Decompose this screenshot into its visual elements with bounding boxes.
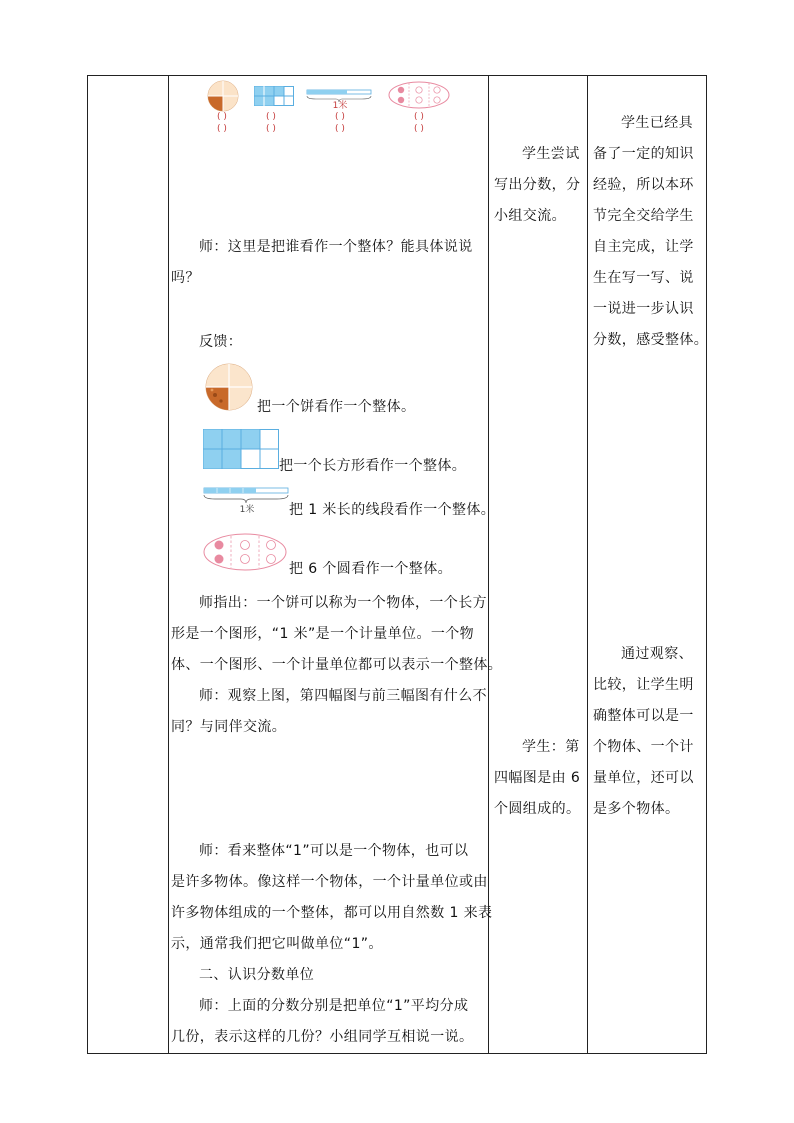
intent-1-line-7: 一说进一步认识 — [593, 301, 694, 317]
six-circles-icon — [203, 533, 287, 571]
feedback-cake-text: 把一个饼看作一个整体。 — [257, 399, 416, 415]
fraction-blank-4-top: ( ) — [414, 112, 424, 122]
teacher-unit-line-2: 几份，表示这样的几份？小组同学互相说一说。 — [171, 1029, 474, 1045]
intent-2-line-2: 比较，让学生明 — [593, 677, 694, 693]
teacher-whole-line-2: 是许多物体。像这样一个物体，一个计量单位或由 — [171, 874, 488, 890]
feedback-rect-text: 把一个长方形看作一个整体。 — [279, 458, 467, 474]
teacher-whole-line-4: 示，通常我们把它叫做单位“1”。 — [171, 936, 383, 952]
feedback-heading: 反馈： — [199, 334, 243, 350]
intent-2-line-5: 量单位，还可以 — [593, 770, 694, 786]
teacher-point-line-2: 形是一个图形，“1 米”是一个计量单位。一个物 — [171, 626, 475, 642]
fraction-blank-2-bottom: ( ) — [266, 124, 276, 134]
intent-2-line-3: 确整体可以是一 — [593, 708, 694, 724]
teacher-whole-line-3: 许多物体组成的一个整体，都可以用自然数 1 来表 — [171, 905, 493, 921]
column-divider-1 — [168, 76, 169, 1053]
fraction-blank-3-top: ( ) — [335, 112, 345, 122]
intent-2-line-1: 通过观察、 — [621, 646, 693, 662]
teacher-question-line-1: 师：这里是把谁看作一个整体？能具体说说 — [199, 239, 473, 255]
teacher-whole-line-1: 师：看来整体“1”可以是一个物体，也可以 — [199, 843, 469, 859]
fraction-blank-1-bottom: ( ) — [217, 124, 227, 134]
teacher-point-line-3: 体、一个图形、一个计量单位都可以表示一个整体。 — [171, 657, 503, 673]
small-circles-figure — [388, 81, 450, 109]
student-activity-2-line-2: 四幅图是由 6 — [494, 770, 581, 786]
column-divider-3 — [587, 76, 588, 1053]
student-activity-1-line-3: 小组交流。 — [494, 208, 566, 224]
student-activity-2-line-3: 个圆组成的。 — [494, 801, 581, 817]
fraction-blank-1-top: ( ) — [217, 112, 227, 122]
intent-2-line-6: 是多个物体。 — [593, 801, 680, 817]
intent-1-line-1: 学生已经具 — [621, 115, 693, 131]
line-segment-icon — [203, 486, 289, 506]
small-cake-figure — [205, 80, 241, 112]
line-segment-label: 1米 — [239, 505, 255, 515]
intent-1-line-5: 自主完成，让学 — [593, 239, 694, 255]
intent-1-line-8: 分数，感受整体。 — [593, 332, 709, 348]
rectangle-grid-icon — [203, 429, 279, 469]
fraction-blank-2-top: ( ) — [266, 112, 276, 122]
teacher-question-line-2: 吗？ — [171, 270, 200, 286]
student-activity-2-line-1: 学生：第 — [522, 739, 580, 755]
student-activity-1-line-2: 写出分数，分 — [494, 177, 581, 193]
intent-1-line-2: 备了一定的知识 — [593, 146, 694, 162]
intent-2-line-4: 个物体、一个计 — [593, 739, 694, 755]
intent-1-line-3: 经验，所以本环 — [593, 177, 694, 193]
student-activity-1-line-1: 学生尝试 — [522, 146, 580, 162]
feedback-circles-text: 把 6 个圆看作一个整体。 — [289, 561, 453, 577]
cake-icon — [203, 363, 255, 411]
teacher-unit-line-1: 师：上面的分数分别是把单位“1”平均分成 — [199, 998, 469, 1014]
fraction-blank-4-bottom: ( ) — [414, 124, 424, 134]
teacher-observe-line-1: 师：观察上图，第四幅图与前三幅图有什么不 — [199, 688, 487, 704]
small-rectangle-figure — [254, 86, 294, 106]
intent-1-line-4: 节完全交给学生 — [593, 208, 694, 224]
feedback-line-text: 把 1 米长的线段看作一个整体。 — [289, 502, 496, 518]
small-line-label: 1米 — [332, 101, 348, 111]
section-heading: 二、认识分数单位 — [199, 967, 315, 983]
teacher-observe-line-2: 同？与同伴交流。 — [171, 719, 287, 735]
fraction-blank-3-bottom: ( ) — [335, 124, 345, 134]
teacher-point-line-1: 师指出：一个饼可以称为一个物体，一个长方 — [199, 595, 487, 611]
intent-1-line-6: 生在写一写、说 — [593, 270, 694, 286]
